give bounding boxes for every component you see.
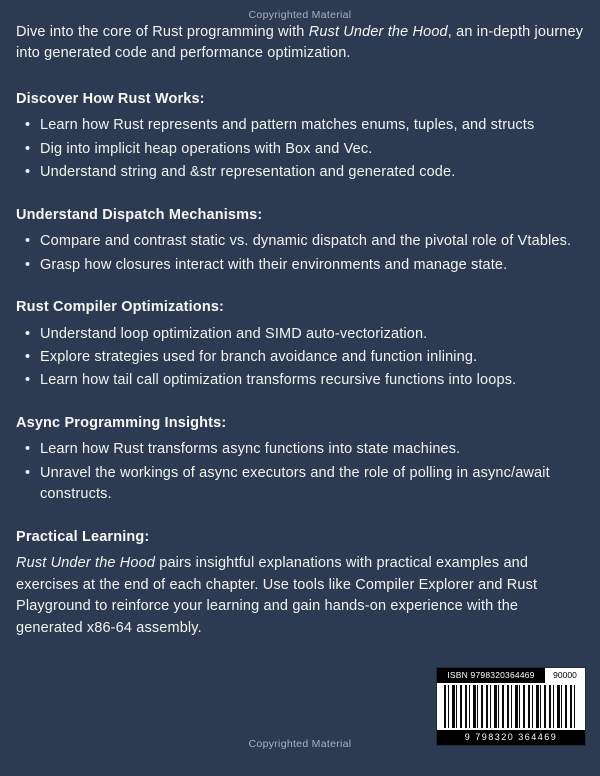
- barcode-header-row: [437, 668, 585, 683]
- section-heading: Practical Learning:: [16, 528, 150, 545]
- barcode-digits: 9 798320 364469: [437, 730, 585, 745]
- section-dispatch-mechanisms: [16, 205, 584, 276]
- practical-text-post: pairs insightful explanations with practical examples and exercises at the end of each chapter. Use tools like Compiler Explorer and Rust Playground to reinforce your learning and gain hands-on experience with the generated x86-64 assembly.: [16, 555, 538, 636]
- section-heading: Rust Compiler Optimizations:: [16, 299, 225, 316]
- isbn-label: ISBN 9798320364469: [437, 668, 545, 683]
- section-heading: Async Programming Insights:: [16, 414, 227, 431]
- back-cover-text: [16, 22, 584, 639]
- practical-paragraph: [16, 553, 584, 639]
- bullet-list: [16, 439, 584, 505]
- bullet-item: • Compare and contrast static vs. dynamic dispatch and the pivotal role of Vtables.: [16, 231, 584, 252]
- barcode-bars: [444, 685, 578, 728]
- bullet-item: • Understand string and &str representation and generated code.: [16, 162, 584, 183]
- intro-text-post: , an in-depth journey into generated code and performance optimization.: [16, 24, 584, 62]
- bullet-item: • Grasp how closures interact with their environments and manage state.: [16, 255, 584, 276]
- section-heading: Discover How Rust Works:: [16, 90, 205, 107]
- bullet-list: [16, 231, 584, 276]
- barcode-bars-wrap: [437, 683, 585, 730]
- intro-text-pre: Dive into the core of Rust programming with: [16, 24, 309, 40]
- bullet-item: • Understand loop optimization and SIMD auto-vectorization.: [16, 324, 584, 345]
- intro-paragraph: [16, 22, 584, 65]
- copyright-watermark-bottom: Copyrighted Material: [248, 738, 352, 750]
- bullet-item: • Explore strategies used for branch avoidance and function inlining.: [16, 347, 584, 368]
- book-title-italic: Rust Under the Hood: [308, 24, 448, 40]
- section-async-insights: [16, 413, 584, 506]
- section-heading: Understand Dispatch Mechanisms:: [16, 206, 263, 223]
- bullet-item: • Unravel the workings of async executors and the role of polling in async/await constructs.: [16, 463, 584, 506]
- price-code: 90000: [545, 668, 585, 683]
- bullet-list: [16, 324, 584, 392]
- bullet-item: • Dig into implicit heap operations with Box and Vec.: [16, 139, 584, 160]
- book-title-italic: Rust Under the Hood: [16, 555, 156, 572]
- section-compiler-optimizations: [16, 297, 584, 392]
- isbn-barcode-block: [437, 668, 585, 745]
- section-discover-how-rust-works: [16, 89, 584, 184]
- section-practical-learning: [16, 527, 584, 639]
- bullet-item: • Learn how Rust transforms async functions into state machines.: [16, 439, 584, 460]
- bullet-item: • Learn how tail call optimization transforms recursive functions into loops.: [16, 370, 584, 391]
- bullet-item: • Learn how Rust represents and pattern matches enums, tuples, and structs: [16, 115, 584, 136]
- copyright-watermark-top: Copyrighted Material: [248, 9, 352, 21]
- bullet-list: [16, 115, 584, 183]
